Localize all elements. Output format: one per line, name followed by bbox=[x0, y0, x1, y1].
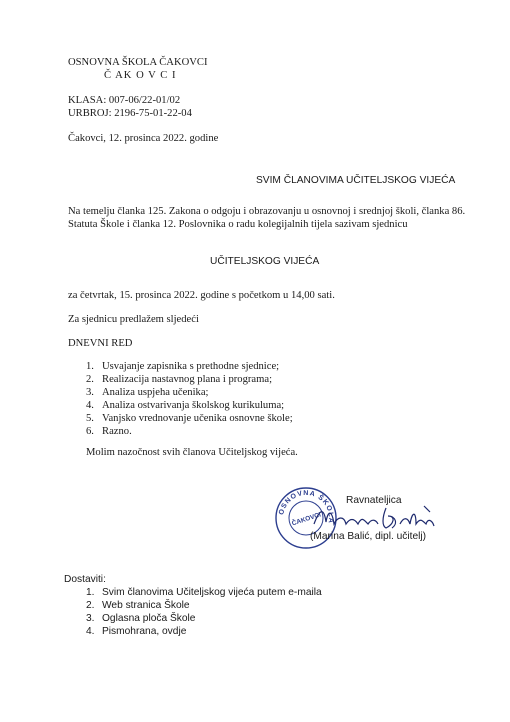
signatory-role: Ravnateljica bbox=[346, 495, 402, 506]
school-place: Č AK O V C I bbox=[104, 70, 177, 81]
meeting-time: za četvrtak, 15. prosinca 2022. godine s početkom u 14,00 sati. bbox=[68, 290, 335, 301]
agenda-item: 1. Usvajanje zapisnika s prethodne sjednice; bbox=[86, 361, 280, 372]
delivery-item: 4. Pismohrana, ovdje bbox=[86, 626, 187, 637]
agenda-item: 3. Analiza uspjeha učenika; bbox=[86, 387, 209, 398]
intro-paragraph: Na temelju članka 125. Zakona o odgoju i obrazovanju u osnovnoj i srednjoj školi, članka 86. Statuta Škole i članka 12. Poslovnika o radu kolegijalnih tijela sazivam sjednicu bbox=[68, 206, 466, 230]
stamp-center-text: ČAKOVCI bbox=[291, 511, 322, 528]
urbroj: URBROJ: 2196-75-01-22-04 bbox=[68, 108, 192, 119]
addressee: SVIM ČLANOVIMA UČITELJSKOG VIJEĆA bbox=[256, 175, 456, 186]
delivery-item: 3. Oglasna ploča Škole bbox=[86, 613, 196, 624]
agenda-item: 2. Realizacija nastavnog plana i programa; bbox=[86, 374, 273, 385]
agenda-list bbox=[86, 360, 293, 438]
delivery-item: 1. Svim članovima Učiteljskog vijeća putem e-maila bbox=[86, 587, 322, 598]
stamp-ring-text: OSNOVNA ŠKOLA bbox=[278, 489, 335, 525]
signatory-name: (Marina Balić, dipl. učitelj) bbox=[310, 531, 427, 542]
document-date: Čakovci, 12. prosinca 2022. godine bbox=[68, 133, 219, 144]
delivery-item: 2. Web stranica Škole bbox=[86, 600, 190, 611]
council-title: UČITELJSKOG VIJEĆA bbox=[210, 256, 320, 267]
proposal-text: Za sjednicu predlažem sljedeći bbox=[68, 314, 199, 325]
agenda-item: 4. Analiza ostvarivanja školskog kurikuluma; bbox=[86, 400, 285, 411]
delivery-title: Dostaviti: bbox=[64, 574, 106, 585]
agenda-item: 6. Razno. bbox=[86, 426, 132, 437]
school-name: OSNOVNA ŠKOLA ČAKOVCI bbox=[68, 57, 208, 68]
delivery-list bbox=[86, 586, 322, 638]
klasa: KLASA: 007-06/22-01/02 bbox=[68, 95, 181, 106]
agenda-item: 5. Vanjsko vrednovanje učenika osnovne škole; bbox=[86, 413, 293, 424]
agenda-title: DNEVNI RED bbox=[68, 338, 133, 349]
closing-request: Molim nazočnost svih članova Učiteljskog vijeća. bbox=[86, 447, 298, 458]
